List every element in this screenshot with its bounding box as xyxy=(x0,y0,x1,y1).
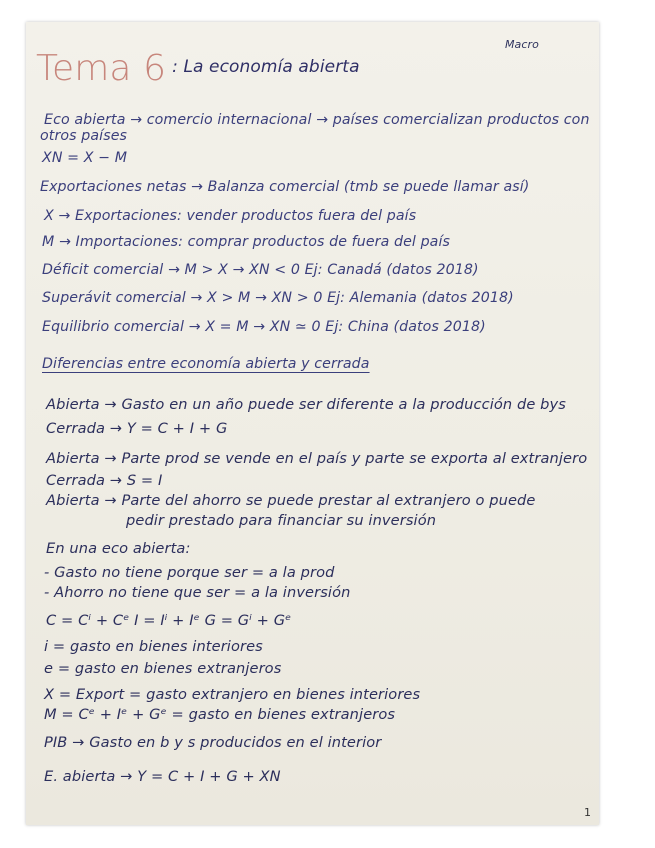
note-line: Equilibrio comercial → X = M → XN ≃ 0 Ej: China (datos 2018) xyxy=(42,319,486,335)
difference-line: Abierta → Parte prod se vende en el país y parte se exporta al extranjero xyxy=(46,450,588,467)
open-economy-line: - Ahorro no tiene que ser = a la inversión xyxy=(44,584,351,601)
page-number: 1 xyxy=(584,806,591,819)
difference-line: Cerrada → Y = C + I + G xyxy=(46,420,228,437)
open-economy-line: PIB → Gasto en b y s producidos en el interior xyxy=(44,734,382,751)
open-economy-line: En una eco abierta: xyxy=(46,540,191,557)
open-economy-line: e = gasto en bienes extranjeros xyxy=(44,660,282,677)
note-line: XN = X − M xyxy=(42,150,128,166)
note-line: M → Importaciones: comprar productos de fuera del país xyxy=(42,234,451,250)
note-line: Eco abierta → comercio internacional → países comercializan productos con xyxy=(44,112,590,128)
difference-line: Cerrada → S = I xyxy=(46,472,163,489)
open-economy-line: C = Cⁱ + Cᵉ I = Iⁱ + Iᵉ G = Gⁱ + Gᵉ xyxy=(46,612,292,629)
open-economy-line: M = Cᵉ + Iᵉ + Gᵉ = gasto en bienes extranjeros xyxy=(44,706,396,723)
difference-line: pedir prestado para financiar su inversión xyxy=(126,512,437,529)
open-economy-line: i = gasto en bienes interiores xyxy=(44,638,263,655)
title-main: Tema 6 xyxy=(36,48,167,89)
note-line: Déficit comercial → M > X → XN < 0 Ej: Canadá (datos 2018) xyxy=(42,262,479,278)
open-economy-line: - Gasto no tiene porque ser = a la prod xyxy=(44,564,335,581)
page-title xyxy=(36,48,360,89)
note-line: Exportaciones netas → Balanza comercial (tmb se puede llamar así) xyxy=(40,179,530,195)
section-heading: Diferencias entre economía abierta y cerrada xyxy=(42,356,370,372)
open-economy-line: X = Export = gasto extranjero en bienes interiores xyxy=(44,686,421,703)
note-line: Superávit comercial → X > M → XN > 0 Ej: Alemania (datos 2018) xyxy=(42,290,514,306)
open-economy-line: E. abierta → Y = C + I + G + XN xyxy=(44,768,281,785)
difference-line: Abierta → Gasto en un año puede ser diferente a la producción de bys xyxy=(46,396,566,413)
note-line: X → Exportaciones: vender productos fuera del país xyxy=(44,208,417,224)
note-line: otros países xyxy=(40,128,128,144)
title-rest: : La economía abierta xyxy=(172,57,360,77)
corner-note: Macro xyxy=(504,38,539,51)
difference-line: Abierta → Parte del ahorro se puede prestar al extranjero o puede xyxy=(46,492,536,509)
notebook-page xyxy=(26,22,599,825)
